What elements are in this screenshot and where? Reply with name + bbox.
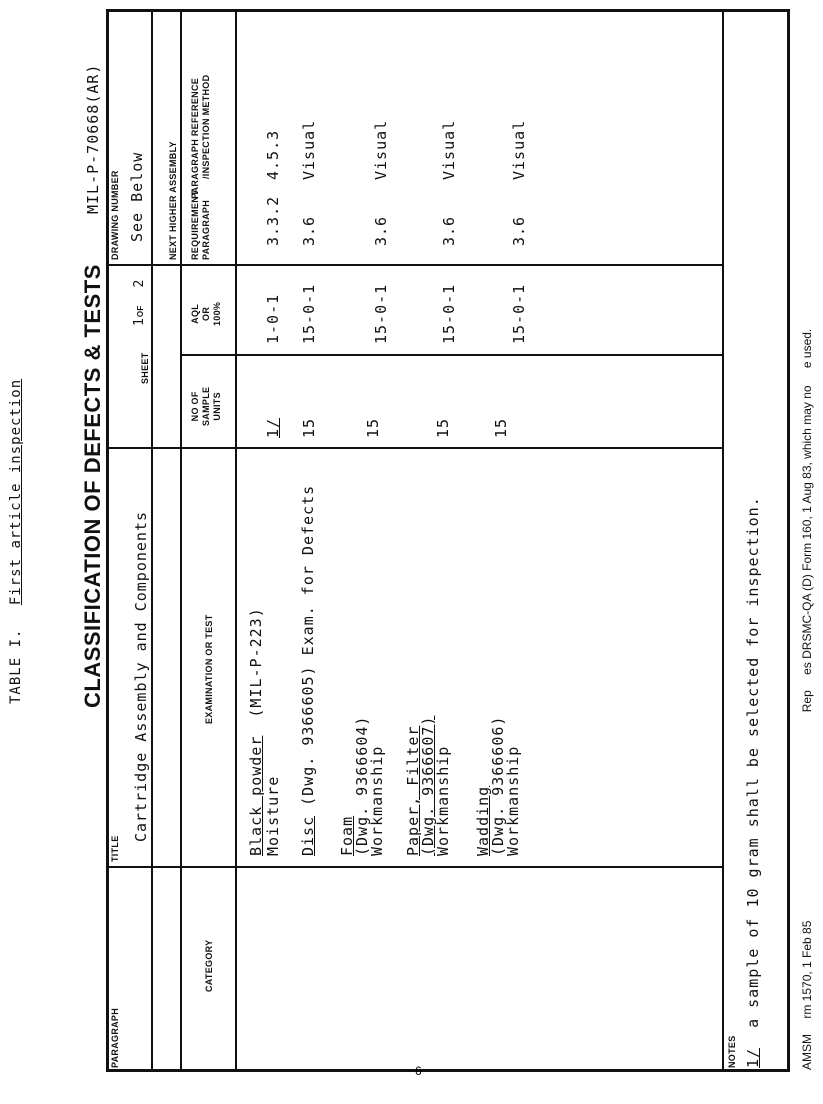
row-units: 15 — [492, 417, 510, 438]
row-req: 3.6 — [300, 215, 318, 246]
notes-label: NOTES — [727, 1035, 737, 1068]
drawing-number-label: DRAWING NUMBER — [110, 170, 120, 260]
rule-notes — [722, 9, 724, 1072]
doc-title: CLASSIFICATION OF DEFECTS & TESTS — [80, 264, 105, 708]
row-units: 15 — [300, 417, 318, 438]
row-item: Workmanship — [504, 745, 522, 856]
row-method: Visual — [300, 119, 318, 180]
sheet-label: SHEET — [140, 352, 150, 384]
col-sample-units-2: SAMPLE — [201, 386, 211, 426]
col-aql — [190, 302, 223, 326]
row-aql: 15-0-1 — [510, 283, 528, 344]
row-req: 3.6 — [510, 215, 528, 246]
row-units: 1/ — [264, 417, 282, 438]
rule-header-2 — [180, 9, 182, 1072]
doc-number: MIL-P-70668(AR) — [84, 63, 102, 214]
footnote-mark: 1/ — [744, 1047, 762, 1068]
row-item: Workmanship — [434, 745, 452, 856]
rule-v-units — [180, 447, 722, 449]
row-item: Moisture — [264, 775, 282, 856]
row-method: 4.5.3 — [264, 129, 282, 180]
col-aql-3: 100% — [212, 301, 222, 326]
row-title-line — [248, 607, 265, 856]
rule-header-1 — [151, 9, 153, 1072]
row-title: Wadding — [474, 785, 492, 856]
row-dwg: (Dwg. 9366604) — [353, 715, 371, 856]
row-req: 3.3.2 — [264, 195, 282, 246]
row-title: Paper, Filter — [404, 725, 422, 856]
table-heading — [8, 379, 24, 704]
drawing-number-value: See Below — [128, 151, 146, 242]
table-row — [406, 716, 451, 856]
sheet-total: 2 — [132, 278, 147, 288]
table-caption: First article inspection — [8, 378, 24, 606]
row-units: 15 — [434, 417, 452, 438]
col-sample-units-1: NO OF — [190, 391, 200, 422]
sheet-num: 1 — [132, 317, 147, 326]
row-method: Visual — [372, 119, 390, 180]
col-exam: EXAMINATION OR TEST — [204, 614, 214, 724]
row-title: Black powder — [247, 735, 265, 856]
rule-v-req — [180, 264, 722, 266]
row-title: Disc — [299, 815, 317, 856]
row-method: Visual — [510, 119, 528, 180]
col-req-para-2: PARAGRAPH — [201, 199, 211, 260]
title-value: Cartridge Assembly and Components — [132, 510, 150, 842]
row-req: 3.6 — [440, 215, 458, 246]
col-aql-1: AQL — [190, 303, 200, 324]
row-units: 15 — [364, 417, 382, 438]
table-row — [340, 716, 385, 856]
table-prefix: TABLE I. — [8, 628, 24, 704]
sheet-of: OF — [136, 305, 145, 318]
form-left: AMSM — [800, 1034, 814, 1070]
row-aql: 1-0-1 — [264, 293, 282, 344]
col-req-para-1: REQUIREMENT — [190, 190, 200, 260]
col-inspection-method — [190, 75, 212, 199]
row-aql: 15-0-1 — [440, 283, 458, 344]
table-row — [248, 607, 282, 856]
form-right: es DRSMC-QA (D) Form 160, 1 Aug 83, which may no — [800, 385, 814, 675]
form-rep: Rep — [800, 690, 814, 713]
table-row — [476, 716, 521, 856]
col-req-para — [190, 190, 212, 260]
row-method: Visual — [440, 119, 458, 180]
row-item: Workmanship — [368, 745, 386, 856]
form-mid: rm 1570, 1 Feb 85 — [800, 920, 814, 1019]
rule-colheads — [235, 9, 237, 1072]
sheet-number — [132, 279, 147, 326]
col-method-2: /INSPECTION METHOD — [201, 74, 211, 179]
paragraph-label: PARAGRAPH — [110, 1007, 120, 1068]
row-aql: 15-0-1 — [300, 283, 318, 344]
col-sample-units-3: UNITS — [212, 392, 222, 421]
row-dwg: (Dwg. 9366607) — [419, 715, 437, 856]
col-sample-units — [190, 387, 223, 426]
row-aql: 15-0-1 — [372, 283, 390, 344]
title-label: TITLE — [110, 835, 120, 862]
page-number: 6 — [415, 1064, 422, 1078]
row-title: Foam — [338, 815, 356, 856]
form-tail: e used. — [800, 328, 814, 369]
form-footer — [800, 329, 814, 1070]
row-req: 3.6 — [372, 215, 390, 246]
footnote-text: a sample of 10 gram shall be selected for inspection. — [744, 496, 762, 1028]
rule-v-aql — [180, 354, 722, 356]
next-higher-label: NEXT HIGHER ASSEMBLY — [168, 141, 178, 260]
col-aql-2: OR — [201, 306, 211, 321]
col-category: CATEGORY — [204, 939, 214, 992]
row-title-suffix: (Dwg. 9366605) Exam. for Defects — [299, 484, 317, 806]
rule-v-category — [106, 866, 722, 868]
row-title-suffix: (MIL-P-223) — [247, 607, 265, 718]
col-method-1: PARAGRAPH REFERENCE — [190, 77, 200, 199]
row-dwg: (Dwg. 9366606) — [489, 715, 507, 856]
footnote — [744, 496, 762, 1068]
table-row — [300, 485, 317, 856]
